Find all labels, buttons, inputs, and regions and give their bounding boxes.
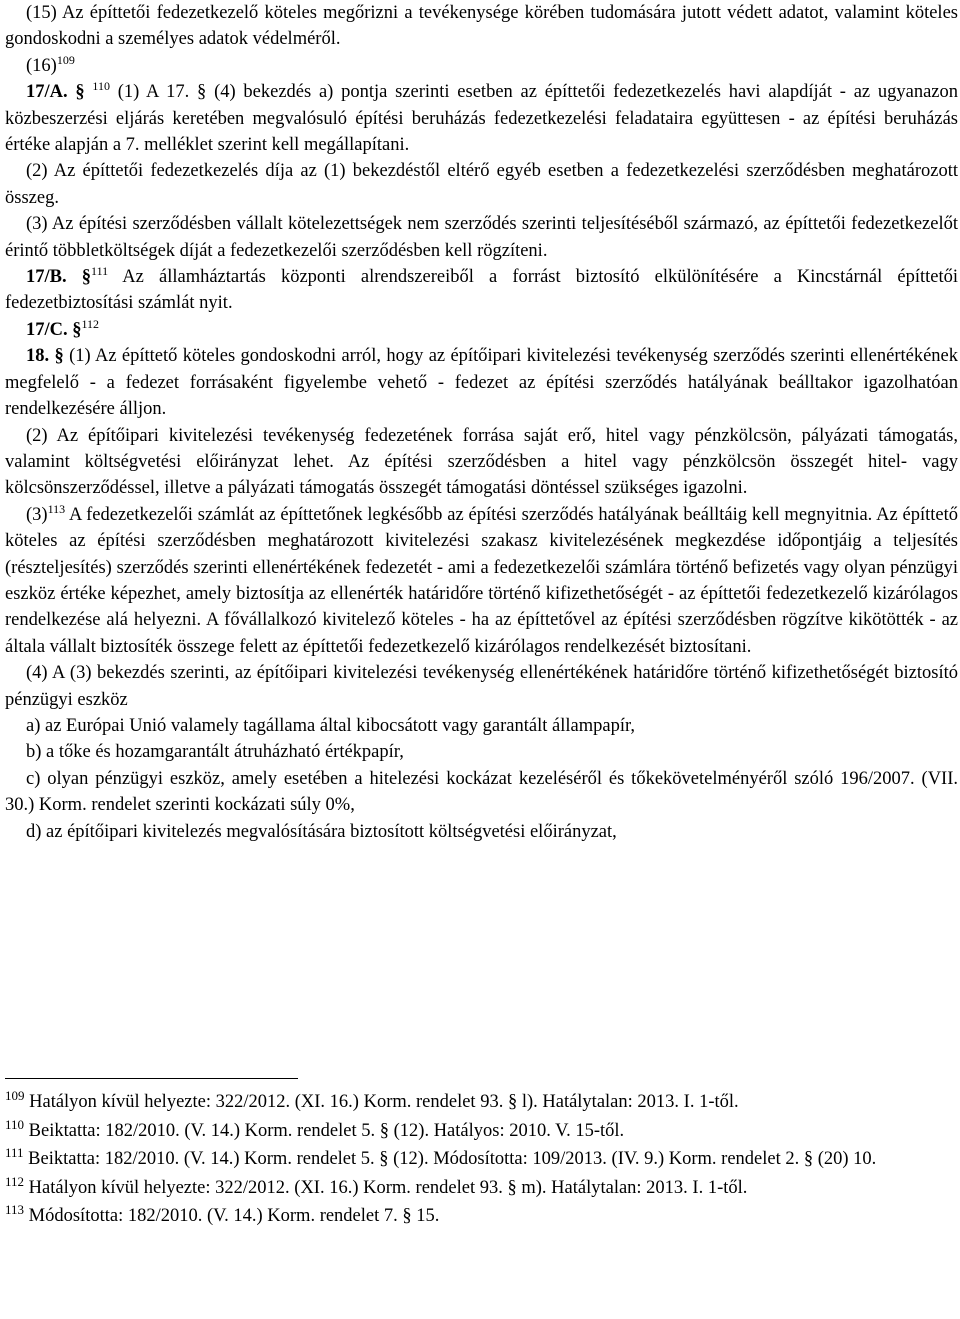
section-17b-heading: 17/B. (26, 267, 67, 288)
paragraph-16: $(16)^{109}$ (26, 52, 75, 76)
list-item-c: c) olyan pénzügyi eszköz, amely esetében a hitelezési kockázat kezeléséről és tőkekövetelményéről szóló 196/2007. (VII. 30.) Korm. rendelet szerinti kockázati súly 0%, (5, 768, 958, 816)
list-item-d: d) az építőipari kivitelezés megvalósítására biztosított költségvetési előirányzat, (26, 821, 617, 842)
paragraph-15: (15) Az építtetői fedezetkezelő köteles megőrizni a tevékenysége körében tudomására jutott védett adatot, valamint köteles gondoskodni a személyes adatok védelméről. (5, 3, 958, 50)
footnote-113: $^{113}$ Módosította: 182/2010. (V. 14.) Korm. rendelet 7. § 15. (5, 1202, 440, 1227)
section-17a-paragraph-3: (3) Az építési szerződésben vállalt kötelezettségek nem szerződés szerinti teljesítéséből származó, az építtetői fedezetkezelőt érintő többletköltségek díját a fedezetkezelői szerződésben kell rögzíteni. (5, 214, 958, 261)
section-17c-heading: 17/C. (26, 319, 68, 340)
list-item-a: a) az Európai Unió valamely tagállama által kibocsátott vagy garantált állampapír, (26, 715, 636, 736)
footnote-separator (5, 1078, 298, 1079)
section-17c: 17/C. §$^{112}$ (26, 316, 100, 340)
footnote-ref-111[interactable]: 111 (91, 263, 109, 278)
section-17a-paragraph-1: 17/A. § $^{110}$ (1) A 17. § (4) bekezdés a) pontja szerinti esetben az építtetői fedezetkezelés havi alapdíját - az ugyanazon közbeszerzési eljárás keretében megvalósuló építési beruházás fedezetkezelési feladataira együttesen - az építési beruházás értéke alapján a 7. melléklet szerint kell megállapítani. (5, 79, 959, 156)
footnote-ref-109[interactable]: 109 (56, 52, 75, 67)
section-18-paragraph-2: (2) Az építőipari kivitelezési tevékenység fedezetének forrása saját erő, hitel vagy pénzkölcsön, pályázati támogatás, valamint költségvetési előirányzat lehet. Az építési szerződésben a hitel vagy pénzkölcsön összegét hitel- vagy kölcsönszerződéssel, illetve a pályázati támogatás összegét támogatási döntéssel szükséges igazolni. (5, 425, 958, 499)
footnote-112: $^{112}$ Hatályon kívül helyezte: 322/2012. (XI. 16.) Korm. rendelet 93. § m). Hatálytalan: 2013. I. 1-től. (5, 1173, 748, 1198)
document-page (5, 0, 958, 845)
footnote-110: $^{110}$ Beiktatta: 182/2010. (V. 14.) Korm. rendelet 5. § (12). Hatályos: 2010. V. 15-től. (5, 1116, 625, 1141)
footnote-111: $^{111}$ Beiktatta: 182/2010. (V. 14.) Korm. rendelet 5. § (12). Módosította: 109/2013. (IV. 9.) Korm. rendelet 2. § (20) 10. (5, 1145, 877, 1170)
footnote-ref-113[interactable]: 113 (47, 501, 66, 516)
section-17b: 17/B. §$^{111}$ Az államháztartás központi alrendszereiből a forrást biztosító elkülönítésére a Kincstárnál építtetői fedezetbiztosítási számlát nyit. (5, 263, 958, 314)
footnote-109: $^{109}$ Hatályon kívül helyezte: 322/2012. (XI. 16.) Korm. rendelet 93. § l). Hatálytalan: 2013. I. 1-től. (5, 1087, 739, 1112)
section-18-paragraph-3: $(3)^{113}$ A fedezetkezelői számlát az építtetőnek legkésőbb az építési szerződés hatályának beálltáig kell megnyitnia. Az építtető köteles az építési szerződésben meghatározott kivitelezési szakasz kivitelezésének megkezdése időpontjáig a teljesítés (részteljesítés) szerződés szerinti ellenértékének fedezetét - ami a fedezetkezelői számlára történő befizetés vagy olyan pénzügyi eszköz értéke képezhet, amely biztosítja az ellenérték határidőre történő kifizethetőségét - az építtetői fedezetkezelő kizárólagos rendelkezése alá helyezni. A fővállalkozó kivitelező köteles - ha az építtetővel az építési szerződésben rögzítve kikötötték - az általa vállalt biztosíték összege felett az építtetői fedezetkezelő kizárólagos rendelkezését biztosítani. (5, 501, 958, 657)
footnote-ref-112[interactable]: 112 (81, 316, 100, 331)
list-item-b: b) a tőke és hozamgarantált átruházható értékpapír, (26, 742, 404, 763)
section-18-paragraph-1: 18. § (1) Az építtető köteles gondoskodni arról, hogy az építőipari kivitelezési tevékenység szerződés szerinti ellenértékének megfelelő - a fedezet forrásaként figyelembe vehető - fedezet az építési szerződés hatályának beálltakor igazolhatóan rendelkezésére álljon. (5, 346, 959, 420)
footnotes (5, 1088, 945, 1231)
section-18-paragraph-4: (4) A (3) bekezdés szerinti, az építőipari kivitelezési tevékenység ellenértékének határidőre történő kifizethetőségét biztosító pénzügyi eszköz (5, 663, 958, 710)
footnote-ref-110[interactable]: 110 (92, 79, 110, 94)
section-18-heading: 18. (26, 346, 50, 367)
section-17a-paragraph-2: (2) Az építtetői fedezetkezelés díja az (1) bekezdéstől eltérő egyéb esetben a fedezetkezelési szerződésben meghatározott összeg. (5, 161, 958, 208)
section-17a-heading: 17/A. (26, 82, 68, 103)
